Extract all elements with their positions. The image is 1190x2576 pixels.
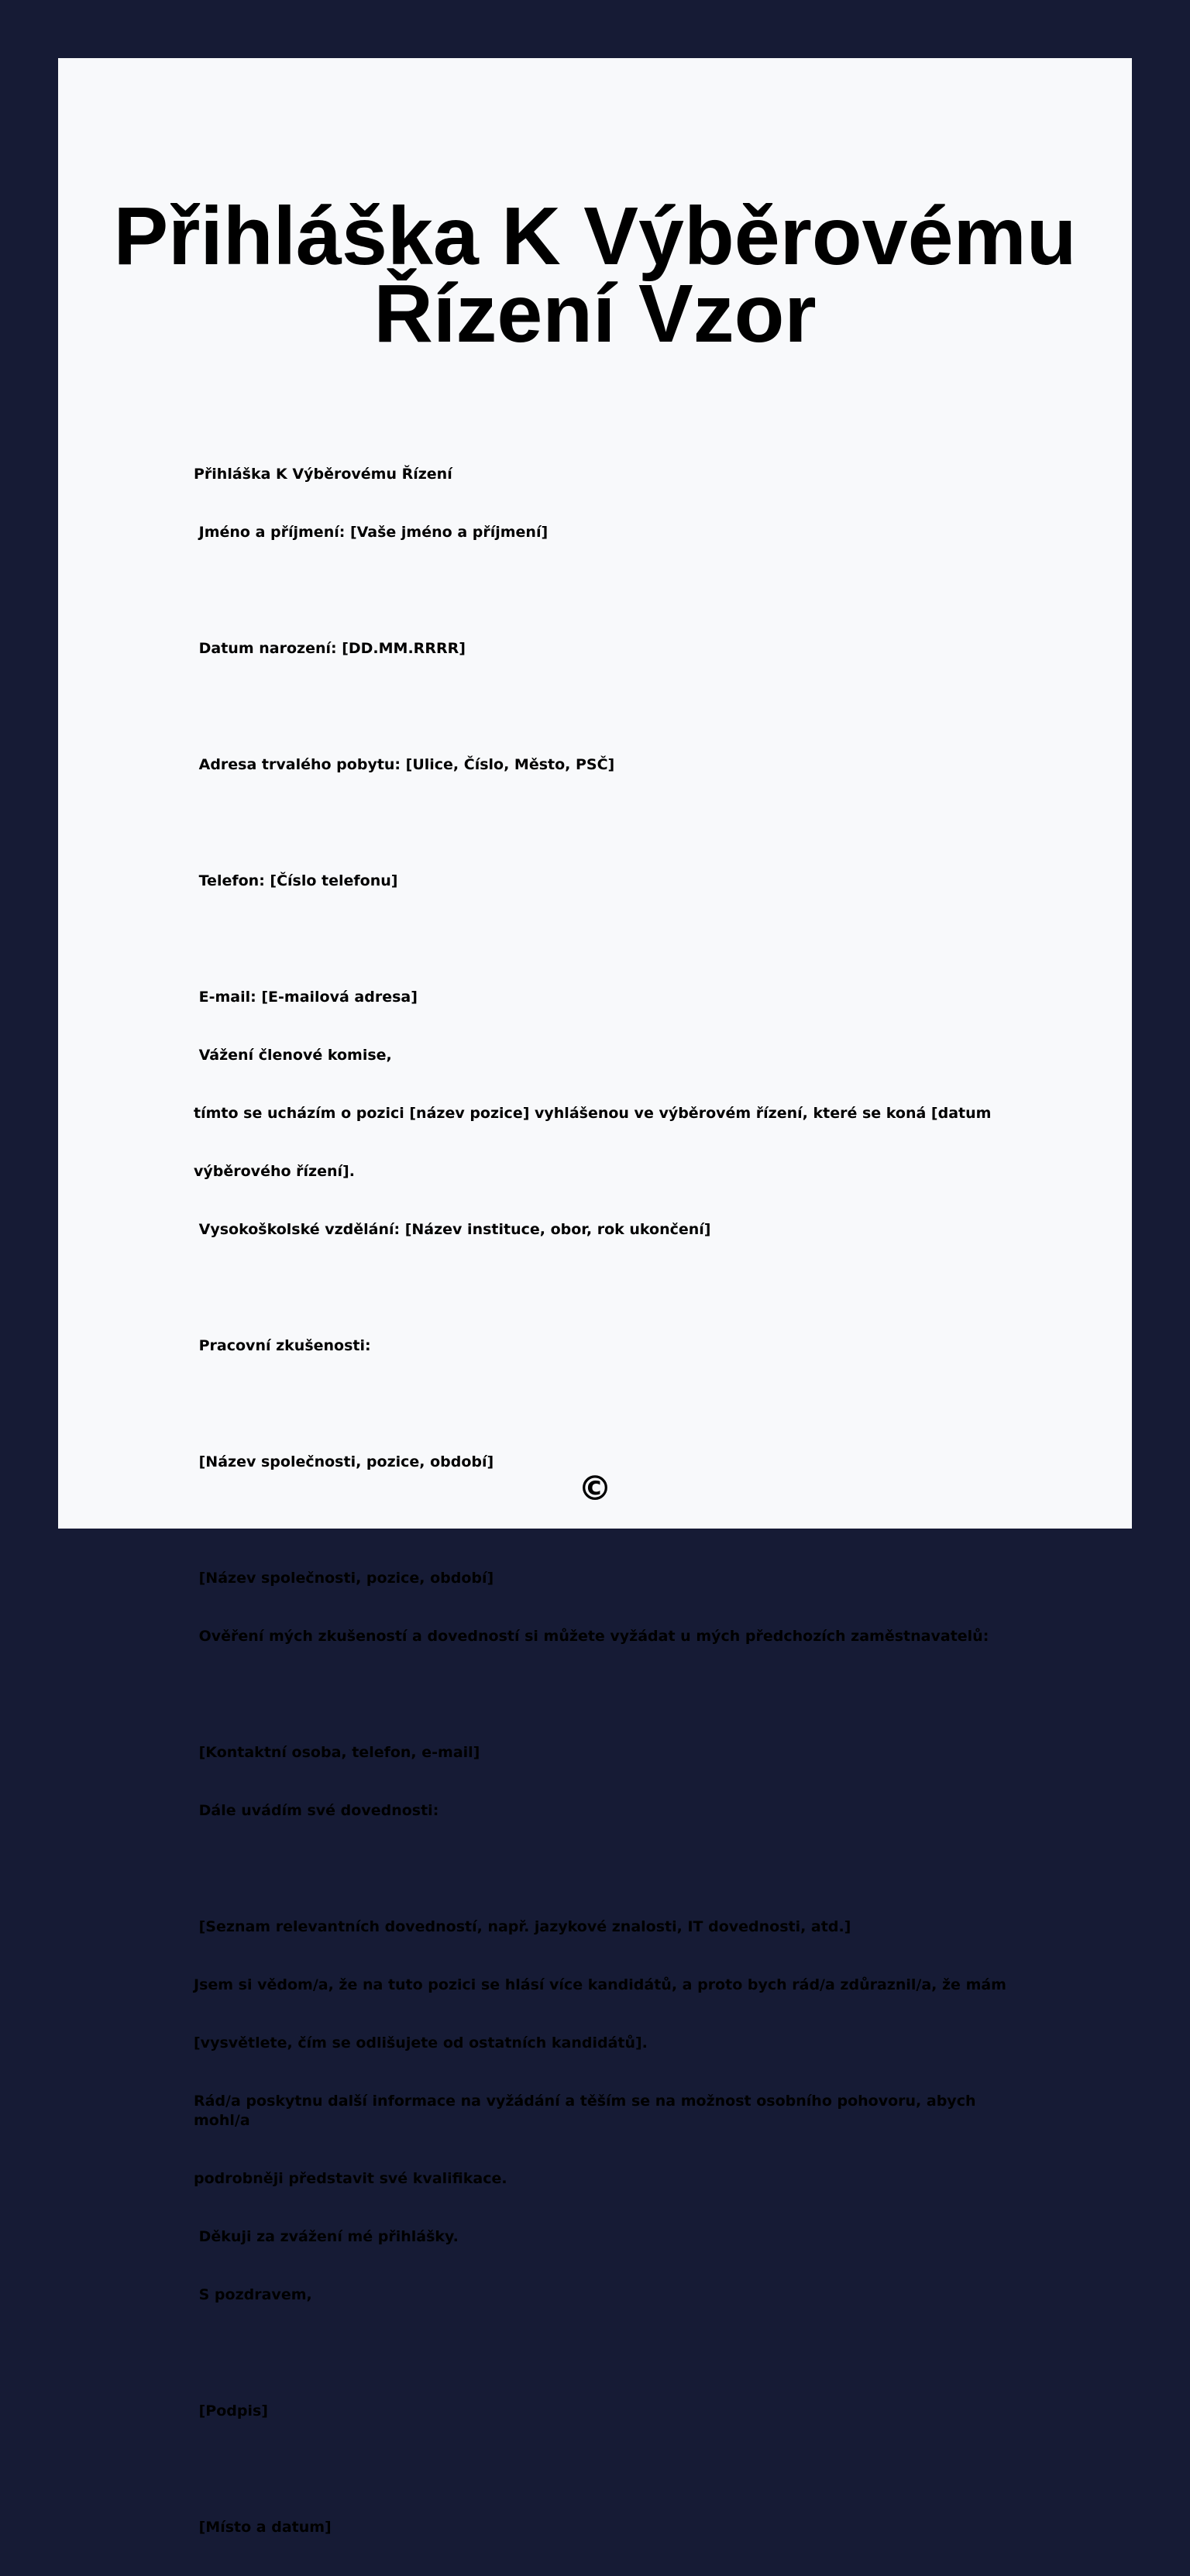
letter-line: Rád/a poskytnu další informace na vyžádání a těším se na možnost osobního pohovoru, abych mohl/a — [194, 2093, 982, 2129]
letter-line: tímto se ucházím o pozici [název pozice] vyhlášenou ve výběrovém řízení, které se koná [datum — [194, 1105, 992, 1122]
letter-line — [194, 2460, 1015, 2479]
letter-line — [194, 1278, 1015, 1298]
letter-line: [vysvětlete, čím se odlišujete od ostatních kandidátů]. — [194, 2034, 648, 2052]
letter-line: Dále uvádím své dovednosti: — [194, 1802, 439, 1819]
letter-line — [194, 930, 1015, 949]
letter-line: S pozdravem, — [194, 2286, 312, 2303]
letter-line — [194, 2344, 1015, 2363]
letter-line: [Seznam relevantních dovedností, např. jazykové znalosti, IT dovednosti, atd.] — [194, 1918, 851, 1935]
letter-line: Datum narození: [DD.MM.RRRR] — [194, 640, 466, 657]
letter-line: [Název společnosti, pozice, období] — [194, 1453, 494, 1470]
letter-line: [Podpis] — [194, 2402, 268, 2420]
letter-line: [Název společnosti, pozice, období] — [194, 1570, 494, 1587]
letter-line: Vysokoškolské vzdělání: [Název instituce, obor, rok ukončení] — [194, 1221, 711, 1238]
letter-line: Vážení členové komise, — [194, 1047, 392, 1064]
title-line-1: Přihláška K Výběrovému — [113, 191, 1077, 282]
letter-line: [Kontaktní osoba, telefon, e-mail] — [194, 1744, 480, 1761]
document-page — [58, 58, 1132, 2536]
letter-line: Jsem si vědom/a, že na tuto pozici se hlásí více kandidátů, a proto bych rád/a zdůraznil/a, že mám — [194, 1976, 1006, 1993]
letter-line — [194, 1859, 1015, 1879]
letter-line: Přihláška K Výběrovému Řízení — [194, 466, 452, 483]
letter-line: Jméno a příjmení: [Vaše jméno a příjmení] — [194, 524, 549, 541]
letter-line: Telefon: [Číslo telefonu] — [194, 872, 398, 889]
document-title — [58, 191, 1132, 359]
letter-line: Adresa trvalého pobytu: [Ulice, Číslo, Město, PSČ] — [194, 756, 615, 773]
letter-line: výběrového řízení]. — [194, 1163, 355, 1180]
letter-line: E-mail: [E-mailová adresa] — [194, 989, 418, 1006]
letter-line — [194, 1395, 1015, 1414]
letter-line: Děkuji za zvážení mé přihlášky. — [194, 2228, 459, 2245]
letter-line — [194, 1511, 1015, 1530]
letter-line: [Místo a datum] — [194, 2519, 332, 2536]
letter-line — [194, 813, 1015, 833]
letter-line — [194, 581, 1015, 600]
title-line-2: Řízení Vzor — [373, 268, 817, 359]
letter-line — [194, 697, 1015, 717]
letter-line: Pracovní zkušenosti: — [194, 1337, 371, 1354]
letter-line: Ověření mých zkušeností a dovedností si můžete vyžádat u mých předchozích zaměstnavatelů: — [194, 1628, 989, 1645]
letter-line — [194, 1685, 1015, 1704]
letter-line: podrobněji představit své kvalifikace. — [194, 2170, 507, 2187]
copyright-icon: © — [578, 1469, 612, 1508]
